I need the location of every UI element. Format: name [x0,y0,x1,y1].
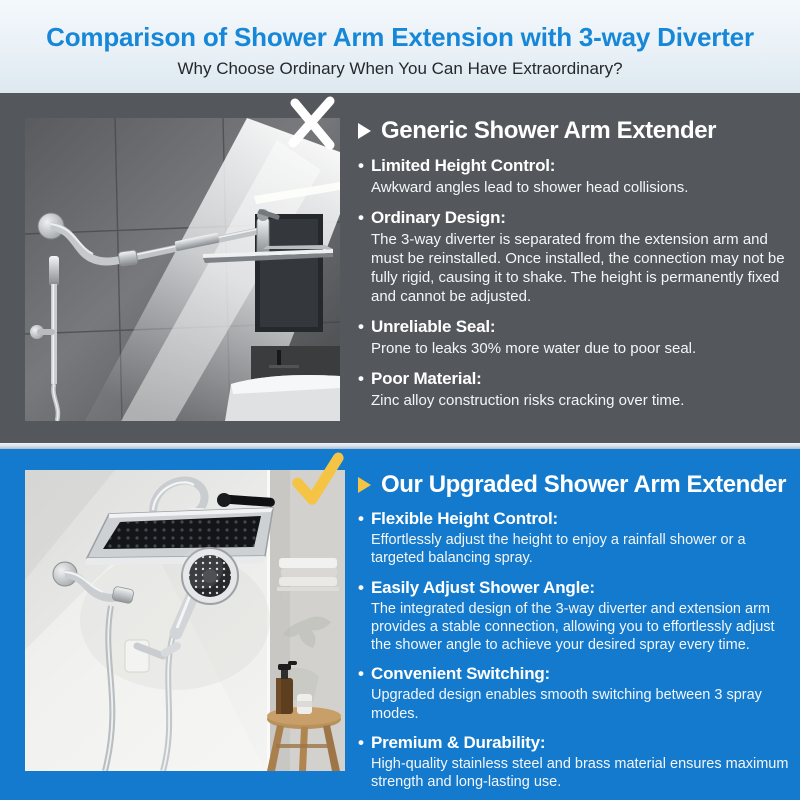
list-item [358,208,794,306]
bullet-body: The 3-way diverter is separated from the extension arm and must be reinstalled. Once installed, the connection may not be fully rigid, causing it to shake. The height is permanently fixed and cannot be adjusted. [371,231,785,306]
upgraded-shower-scene-graphic [25,470,345,771]
list-item [358,317,794,358]
bullet-title: Premium & Durability: [371,732,546,752]
bullet-body: Upgraded design enables smooth switching between 3 spray modes. [371,687,762,722]
x-mark-icon [286,96,338,150]
generic-section-heading [358,117,794,145]
generic-heading-label: Generic Shower Arm Extender [381,117,717,144]
bullet-body: Prone to leaks 30% more water due to poor seal. [371,340,697,358]
triangle-right-icon [358,477,371,493]
bullet-icon: • [358,509,364,528]
list-item [358,664,794,723]
list-item [358,509,794,568]
bullet-title: Convenient Switching: [371,664,551,684]
bullet-icon: • [358,156,364,175]
list-item [358,369,794,410]
bullet-icon: • [358,317,364,337]
bullet-body: High-quality stainless steel and brass material ensures maximum strength and long-lasting use. [371,755,789,791]
triangle-right-icon [358,123,371,139]
header-banner [0,0,800,93]
bullet-body: Zinc alloy construction risks cracking over time. [371,392,685,410]
generic-product-photo [25,118,340,421]
upgraded-product-section [0,449,800,800]
page-subtitle: Why Choose Ordinary When You Can Have Extraordinary? [177,59,623,78]
bullet-title: Easily Adjust Shower Angle: [371,577,595,597]
bullet-body: Effortlessly adjust the height to enjoy a rainfall shower or a targeted balancing spray. [371,532,746,567]
bullet-body: The integrated design of the 3-way diverter and extension arm provides a stable connection, allowing you to effortlessly adjust the shower angle to achieve your desired spray every time. [371,600,775,654]
upgraded-section-heading [358,471,794,499]
list-item [358,578,794,655]
bathroom-scene-graphic [25,118,340,421]
generic-text-column [358,117,794,421]
bullet-title: Unreliable Seal: [371,317,496,337]
upgraded-text-column [358,471,794,800]
upgraded-heading-label: Our Upgraded Shower Arm Extender [381,471,787,498]
bullet-icon: • [358,732,364,752]
bullet-title: Poor Material: [371,369,482,389]
bullet-icon: • [358,664,364,684]
bullet-icon: • [358,208,364,228]
bullet-title: Limited Height Control: [371,156,556,175]
list-item [358,156,794,197]
generic-product-section [0,93,800,443]
page-title: Comparison of Shower Arm Extension with 3-way Diverter [46,22,754,52]
bullet-body: Awkward angles lead to shower head collisions. [371,179,689,196]
bullet-icon: • [358,577,364,597]
list-item [358,733,794,792]
bullet-title: Ordinary Design: [371,208,506,228]
upgraded-product-photo [25,470,345,771]
bullet-title: Flexible Height Control: [371,509,558,528]
check-mark-icon [288,451,346,511]
bullet-icon: • [358,369,364,389]
